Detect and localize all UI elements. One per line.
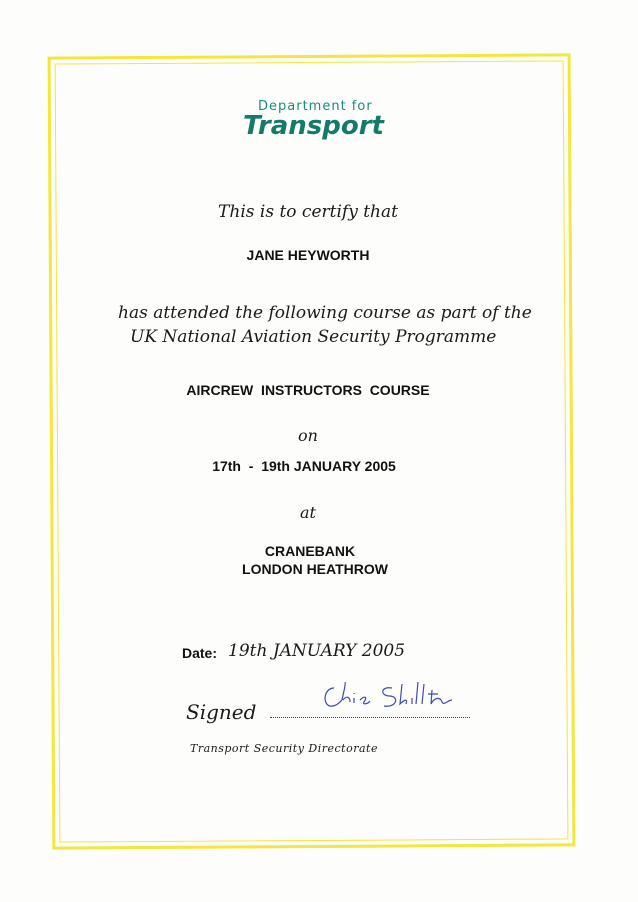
recipient-name: JANE HEYWORTH [246,247,370,263]
directorate-footer: Transport Security Directorate [190,742,378,755]
signed-label: Signed [186,700,257,724]
on-label: on [298,426,318,445]
signature-image [320,676,470,721]
signature-line [270,716,470,718]
date-value: 19th JANUARY 2005 [228,641,406,661]
attended-line-2: UK National Aviation Security Programme [130,327,497,347]
certificate-border-inner [55,60,569,842]
logo-department-text: Department for [258,99,373,114]
at-label: at [300,503,316,522]
course-title: AIRCREW INSTRUCTORS COURSE [186,382,430,398]
location-line-1: CRANEBANK [264,543,356,559]
logo-transport-text: Transport [243,111,384,141]
certify-line: This is to certify that [218,202,398,222]
location-line-2: LONDON HEATHROW [242,561,388,577]
course-dates: 17th - 19th JANUARY 2005 [212,458,396,474]
attended-line-1: has attended the following course as part of the [118,303,532,323]
date-label: Date: [182,645,218,661]
